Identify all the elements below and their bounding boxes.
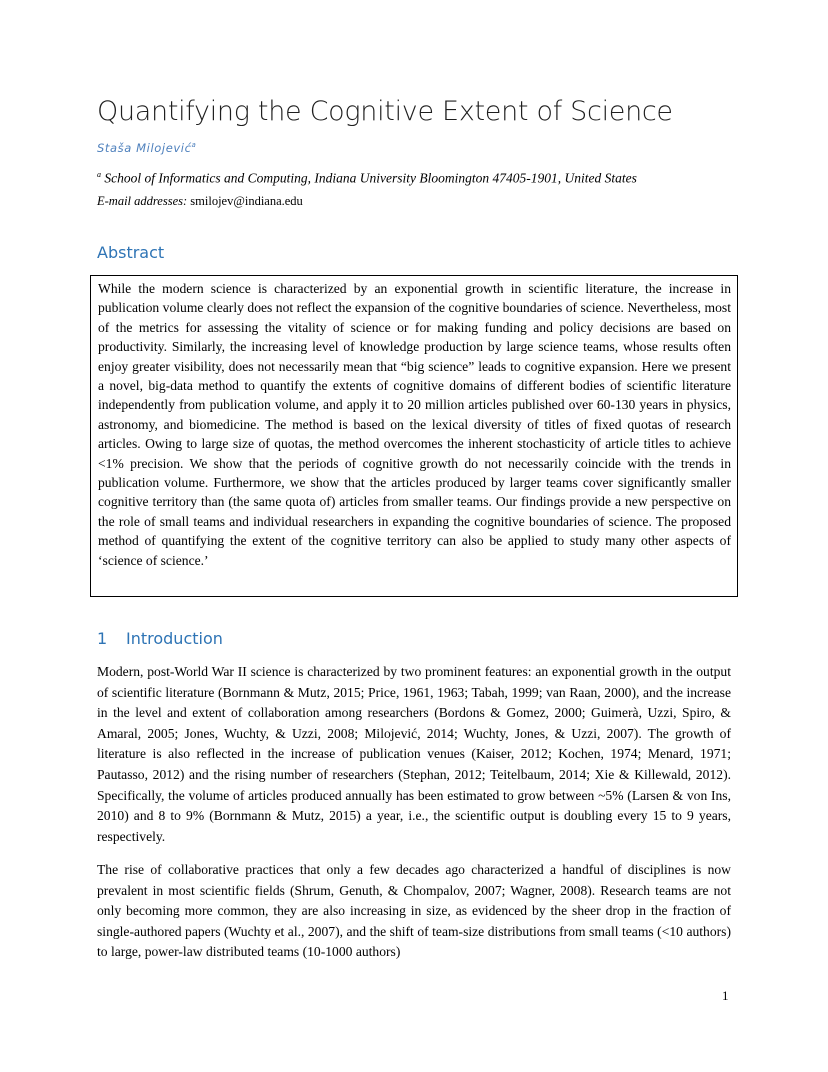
author-name: Staša Milojević xyxy=(97,141,192,155)
section-title: Introduction xyxy=(126,629,223,648)
page-number: 1 xyxy=(722,988,729,1003)
abstract-box xyxy=(90,275,738,597)
section-number: 1 xyxy=(97,629,108,648)
introduction-paragraph: Modern, post-World War II science is characterized by two prominent features: an exponential growth in the output of scientific literature (Bornmann & Mutz, 2015; Price, 1961, 1963; Tabah, 1999; van Raan, 2000), and the increase in the level and extent of collaboration among researchers (Bordons & Gomez, 2000; Guimerà, Uzzi, Spiro, & Amaral, 2005; Jones, Wuchty, & Uzzi, 2008; Milojević, 2014; Wuchty, Jones, & Uzzi, 2007). The growth of literature is also reflected in the increase of publication venues (Kaiser, 2012; Kochen, 1974; Menard, 1971; Pautasso, 2012) and the rising number of researchers (Stephan, 2012; Teitelbaum, 2014; Xie & Killewald, 2012). Specifically, the volume of articles produced annually has been estimated to grow between ~5% (Larsen & von Ins, 2010) and 8 to 9% (Bornmann & Mutz, 2015) a year, i.e., the scientific output is doubling every 15 to 9 years, respectively. xyxy=(97,664,731,844)
author-line xyxy=(97,141,196,155)
introduction-heading xyxy=(97,629,223,648)
author-affiliation-marker: a xyxy=(191,141,197,150)
abstract-heading: Abstract xyxy=(97,243,165,262)
email-label: E-mail addresses: xyxy=(97,194,188,208)
email-line xyxy=(97,194,303,209)
introduction-paragraph: The rise of collaborative practices that only a few decades ago characterized a handful of disciplines is now prevalent in most scientific fields (Shrum, Genuth, & Chompalov, 2007; Wagner, 2008). Research teams are not only becoming more common, they are also increasing in size, as evidenced by the sheer drop in the fraction of single-authored papers (Wuchty et al., 2007), and the shift of team-size distributions from small teams (<10 authors) to large, power-law distributed teams (10-1000 authors) xyxy=(97,862,731,960)
affiliation-marker: a xyxy=(97,170,101,179)
email-address: smilojev@indiana.edu xyxy=(190,194,303,208)
affiliation-line xyxy=(97,170,637,187)
abstract-text: While the modern science is characterized by an exponential growth in scientific literature, the increase in publication volume clearly does not reflect the expansion of the cognitive boundaries of science. Nevertheless, most of the metrics for assessing the vitality of science or for making funding and policy decisions are based on productivity. Similarly, the increasing level of knowledge production by large science teams, whose results often enjoy greater visibility, does not necessarily mean that “big science” leads to cognitive expansion. Here we present a novel, big-data method to quantify the extents of cognitive domains of different bodies of scientific literature independently from publication volume, and apply it to 20 million articles published over 60-130 years in physics, astronomy, and biomedicine. The method is based on the lexical diversity of titles of fixed quotas of research articles. Owing to large size of quotas, the method overcomes the inherent stochasticity of article titles to achieve <1% precision. We show that the periods of cognitive growth do not necessarily coincide with the trends in publication volume. Furthermore, we show that the articles produced by larger teams cover significantly smaller cognitive territory than (the same quota of) articles from smaller teams. Our findings provide a new perspective on the role of small teams and individual researchers in expanding the cognitive boundaries of science. The proposed method of quantifying the extent of the cognitive territory can also be applied to study many other aspects of ‘science of science.’ xyxy=(98,281,731,568)
affiliation-text: School of Informatics and Computing, Indiana University Bloomington 47405-1901, United States xyxy=(104,170,637,186)
paper-title: Quantifying the Cognitive Extent of Science xyxy=(97,96,673,127)
